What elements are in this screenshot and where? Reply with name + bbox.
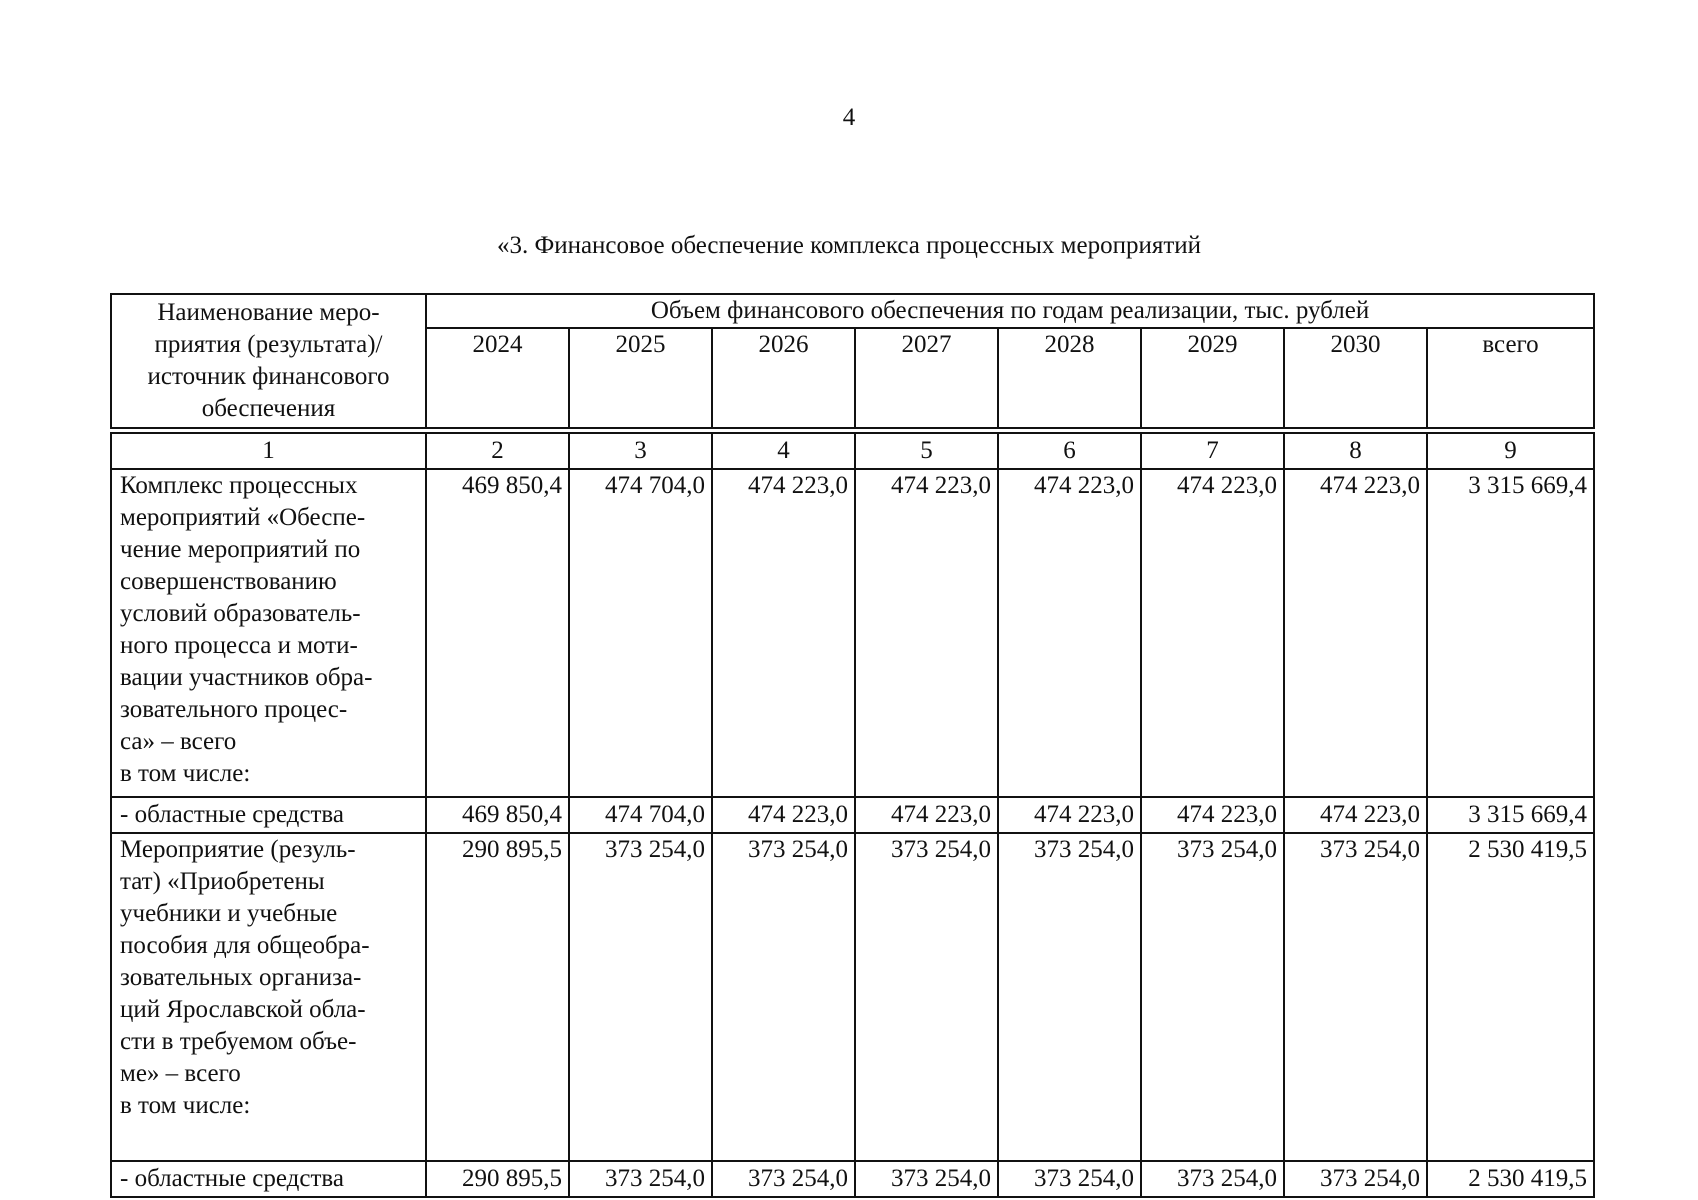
total-value-cell: 3 315 669,4 (1427, 469, 1594, 797)
table-row (111, 797, 1594, 833)
value-cell: 373 254,0 (712, 1161, 855, 1197)
year-header: 2030 (1284, 328, 1427, 428)
row-name-line: ций Ярославской обла- (120, 996, 366, 1023)
total-value-cell: 2 530 419,5 (1427, 833, 1594, 1161)
row-name-cell (111, 833, 426, 1161)
section-title: «3. Финансовое обеспечение комплекса процессных мероприятий (496, 232, 1202, 259)
name-header-line: обеспечения (201, 395, 336, 422)
name-column-header (111, 294, 426, 428)
row-name-line: пособия для общеобра- (120, 932, 370, 959)
value-cell: 474 223,0 (1141, 797, 1284, 833)
column-number: 1 (111, 433, 426, 469)
column-number: 9 (1427, 433, 1594, 469)
column-number: 8 (1284, 433, 1427, 469)
name-header-line: Наименование меро- (157, 299, 380, 326)
row-name-line: са» – всего (120, 728, 237, 755)
value-cell: 373 254,0 (998, 1161, 1141, 1197)
row-name-line: ного процесса и моти- (120, 632, 358, 659)
value-cell: 373 254,0 (1141, 1161, 1284, 1197)
value-cell: 469 850,4 (426, 469, 569, 797)
value-cell: 474 223,0 (998, 469, 1141, 797)
column-number: 3 (569, 433, 712, 469)
column-number-row (111, 433, 1594, 469)
value-cell: 469 850,4 (426, 797, 569, 833)
row-name-line: сти в требуемом объе- (120, 1028, 357, 1055)
row-name-line: тат) «Приобретены (120, 868, 325, 895)
year-header: 2029 (1141, 328, 1284, 428)
value-cell: 373 254,0 (712, 833, 855, 1161)
page-number: 4 (842, 104, 856, 131)
row-name-line: в том числе: (120, 760, 251, 787)
row-name-cell: - областные средства (111, 797, 426, 833)
value-cell: 290 895,5 (426, 1161, 569, 1197)
value-cell: 373 254,0 (1141, 833, 1284, 1161)
column-number: 5 (855, 433, 998, 469)
table-row (111, 469, 1594, 797)
row-name-line: зовательных организа- (120, 964, 362, 991)
row-name-line: условий образователь- (120, 600, 361, 627)
funding-group-header: Объем финансового обеспечения по годам реализации, тыс. рублей (426, 294, 1594, 328)
value-cell: 373 254,0 (1284, 1161, 1427, 1197)
name-header-line: приятия (результата)/ (154, 331, 383, 358)
value-cell: 373 254,0 (1284, 833, 1427, 1161)
row-name-line: Комплекс процессных (120, 472, 358, 499)
year-header: 2026 (712, 328, 855, 428)
value-cell: 290 895,5 (426, 833, 569, 1161)
row-name-line: вации участников обра- (120, 664, 373, 691)
column-number: 4 (712, 433, 855, 469)
value-cell: 373 254,0 (855, 833, 998, 1161)
row-name-line: Мероприятие (резуль- (120, 836, 356, 863)
value-cell: 474 223,0 (712, 797, 855, 833)
value-cell: 474 223,0 (1284, 469, 1427, 797)
table-header (110, 293, 1595, 429)
value-cell: 373 254,0 (569, 1161, 712, 1197)
row-name-line: в том числе: (120, 1092, 251, 1119)
total-value-cell: 2 530 419,5 (1427, 1161, 1594, 1197)
value-cell: 474 223,0 (998, 797, 1141, 833)
total-header: всего (1427, 328, 1594, 428)
year-header: 2027 (855, 328, 998, 428)
name-header-line: источник финансового (147, 363, 390, 390)
value-cell: 373 254,0 (998, 833, 1141, 1161)
table-row (111, 1161, 1594, 1197)
value-cell: 474 704,0 (569, 797, 712, 833)
row-name-line: ме» – всего (120, 1060, 241, 1087)
year-header: 2024 (426, 328, 569, 428)
row-name-line: учебники и учебные (120, 900, 338, 927)
column-number: 6 (998, 433, 1141, 469)
row-name-line: совершенствованию (120, 568, 337, 595)
column-number: 2 (426, 433, 569, 469)
value-cell: 373 254,0 (855, 1161, 998, 1197)
value-cell: 474 223,0 (1141, 469, 1284, 797)
row-name-cell: - областные средства (111, 1161, 426, 1197)
value-cell: 474 223,0 (1284, 797, 1427, 833)
value-cell: 474 223,0 (855, 797, 998, 833)
year-header: 2028 (998, 328, 1141, 428)
value-cell: 474 223,0 (712, 469, 855, 797)
row-name-line: чение мероприятий по (120, 536, 361, 563)
row-name-line: мероприятий «Обеспе- (120, 504, 366, 531)
value-cell: 474 704,0 (569, 469, 712, 797)
value-cell: 474 223,0 (855, 469, 998, 797)
column-number: 7 (1141, 433, 1284, 469)
year-header: 2025 (569, 328, 712, 428)
total-value-cell: 3 315 669,4 (1427, 797, 1594, 833)
value-cell: 373 254,0 (569, 833, 712, 1161)
funding-table (110, 432, 1595, 1198)
row-name-cell (111, 469, 426, 797)
table-row (111, 833, 1594, 1161)
row-name-line: зовательного процес- (120, 696, 348, 723)
